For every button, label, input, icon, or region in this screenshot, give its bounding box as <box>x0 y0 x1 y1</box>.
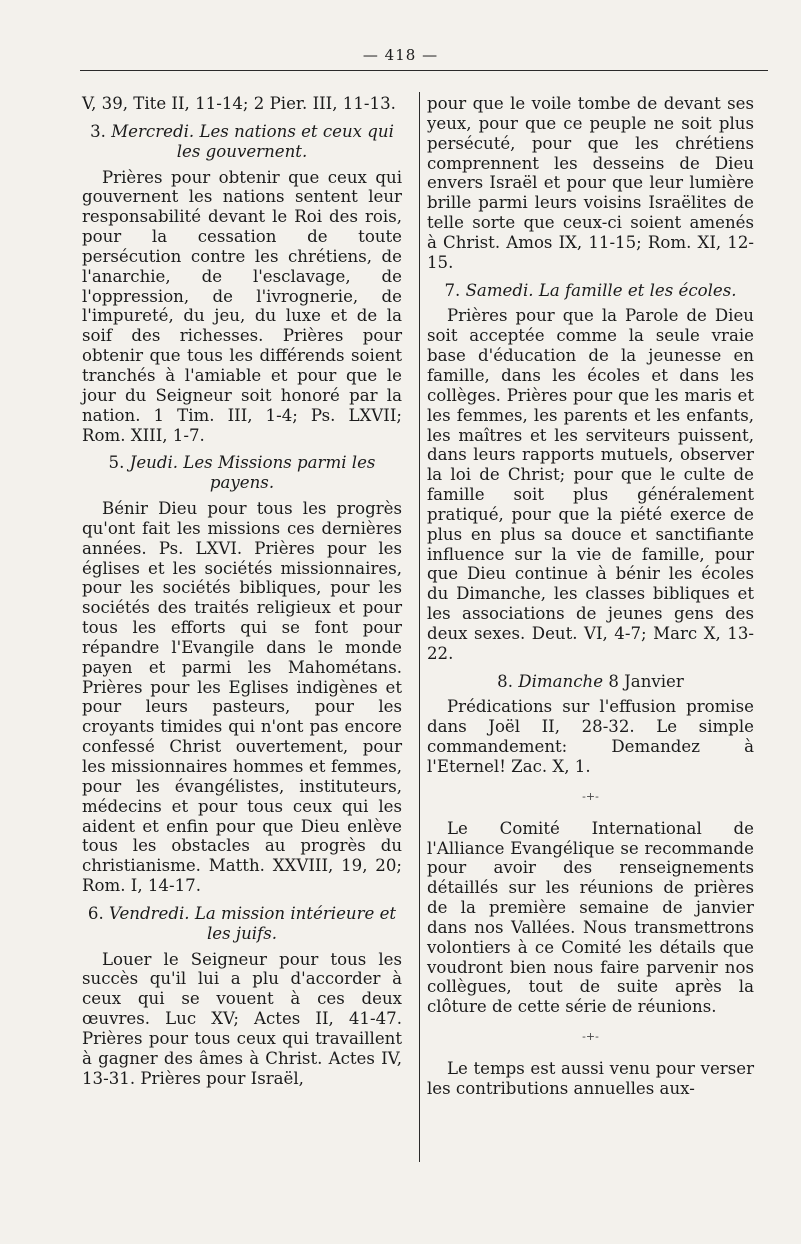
section-number: 8. <box>497 671 514 691</box>
section-number: 3. <box>90 121 106 141</box>
section-title: Dimanche <box>518 671 604 691</box>
column-divider <box>419 92 420 1162</box>
section-title: Vendredi. La mission intérieure et les juifs. <box>109 903 397 943</box>
section-body-samedi: Prières pour que la Parole de Dieu soit acceptée comme la seule vraie base d'éducation de la jeunesse en famille, dans les écoles et dans les collèges. Prières pour que les maris et les femmes, les parents et les enfants, les maîtres et les serviteurs puissent, dans leurs rapports mutuels, observer la loi de Christ; pour que le culte de famille soit plus généralement pratiqué, pour que la piété exerce de plus en plus sa douce et sanctifiante influence sur la vie de famille, pour que Dieu continue à bénir les écoles du Dimanche, les classes bibliques et les associations de jeunes gens des deux sexes. Deut. VI, 4-7; Marc X, 13-22. <box>427 306 754 663</box>
section-heading-mercredi <box>82 122 402 162</box>
page-number: — 418 — <box>362 46 439 64</box>
section-heading-samedi <box>427 281 754 301</box>
section-title: Mercredi. Les nations et ceux qui les gouvernent. <box>111 121 394 161</box>
header-rule <box>80 70 768 71</box>
section-number: 7. <box>444 280 461 300</box>
ornament-divider: -+- <box>582 789 599 803</box>
section-title: Samedi. La famille et les écoles. <box>465 280 737 300</box>
section-date: 8 Janvier <box>608 671 684 691</box>
section-number: 6. <box>87 903 104 923</box>
section-body-dimanche: Prédications sur l'effusion promise dans Joël II, 28-32. Le simple commandement: Demandez à l'Eternel! Zac. X, 1. <box>427 697 754 776</box>
section-body-jeudi: Bénir Dieu pour tous les progrès qu'ont fait les missions ces dernières années. Ps. LXVI. Prières pour les églises et les sociétés missionnaires, pour les sociétés bibliques, pour les sociétés des traités religieux et pour tous les efforts qui se font pour répandre l'Evangile dans le monde payen et parmi les Mahométans. Prières pour les Eglises indigènes et pour leurs pasteurs, pour les croyants timides qui n'ont pas encore confessé Christ ouvertement, pour les missionnaires hommes et femmes, pour les évangélistes, instituteurs, médecins et pour tous ceux qui les aident et enfin pour que Dieu enlève tous les obstacles au progrès du christianisme. Matth. XXVIII, 19, 20; Rom. I, 14-17. <box>82 499 402 896</box>
section-heading-vendredi <box>82 904 402 944</box>
right-column <box>427 94 754 1099</box>
section-number: 5. <box>108 453 125 473</box>
left-column <box>82 94 402 1089</box>
intro-reference: V, 39, Tite II, 11-14; 2 Pier. III, 11-13. <box>82 94 396 113</box>
section-heading-dimanche <box>427 672 754 692</box>
ornament-divider-2: -+- <box>582 1030 599 1044</box>
section-body-mercredi: Prières pour obtenir que ceux qui gouvernent les nations sentent leur responsabilité devant le Roi des rois, pour la cessation de toute persécution contre les chrétiens, de l'anarchie, de l'esclavage, de l'oppression, de l'ivrognerie, de l'impureté, du jeu, du luxe et de la soif des richesses. Prières pour obtenir que tous les différends soient tranchés à l'amiable et pour que le jour du Seigneur soit honoré par la nation. 1 Tim. III, 1-4; Ps. LXVII; Rom. XIII, 1-7. <box>82 167 402 445</box>
section-body-vendredi: Louer le Seigneur pour tous les succès qu'il lui a plu d'accorder à ceux qui se vouent à ces deux œuvres. Luc XV; Actes II, 41-47. Prières pour tous ceux qui travaillent à gagner des âmes à Christ. Actes IV, 13-31. Prières pour Israël, <box>82 949 402 1088</box>
section-title: Jeudi. Les Missions parmi les payens. <box>129 453 376 493</box>
closing-paragraph: Le temps est aussi venu pour verser les contributions annuelles aux- <box>427 1058 754 1098</box>
section-heading-jeudi <box>82 453 402 493</box>
committee-paragraph: Le Comité International de l'Alliance Evangélique se recommande pour avoir des renseignements détaillés sur les réunions de prières de la première semaine de janvier dans nos Vallées. Nous transmettrons volontiers à ce Comité les détails que voudront bien nous faire parvenir nos collègues, tout de suite après la clôture de cette série de réunions. <box>427 818 754 1017</box>
continuation-text: pour que le voile tombe de devant ses yeux, pour que ce peuple ne soit plus persécuté, pour que les chrétiens comprennent les desseins de Dieu envers Israël et pour que leur lumière brille parmi leurs voisins Israëlites de telle sorte que ceux-ci soient amenés à Christ. Amos IX, 11-15; Rom. XI, 12-15. <box>427 94 754 272</box>
